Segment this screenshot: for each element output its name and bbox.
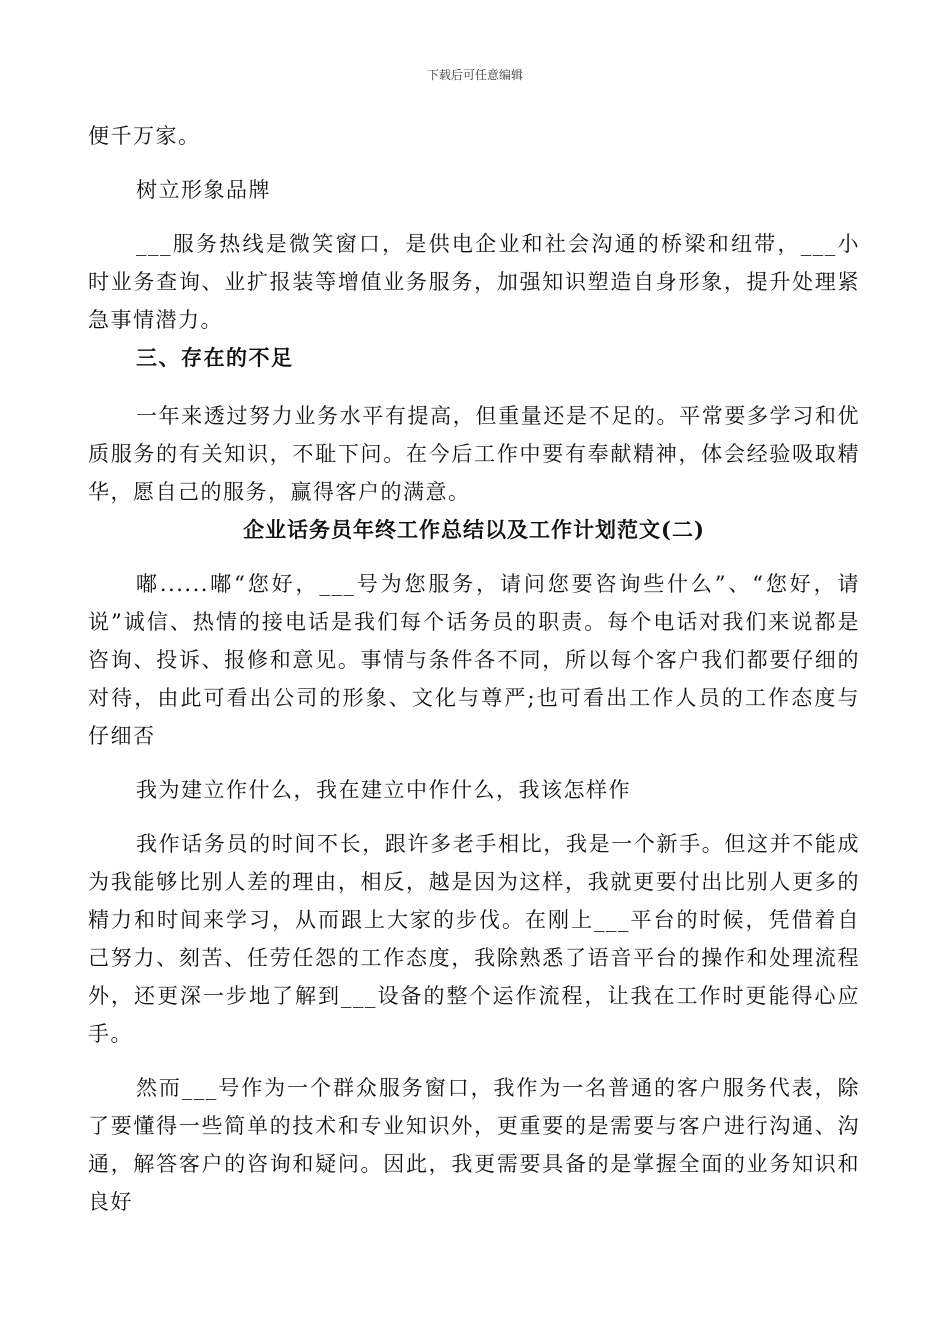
section-heading-shortcomings: 三、存在的不足 xyxy=(136,345,294,370)
page-header-note: 下载后可任意编辑 xyxy=(426,68,523,82)
paragraph-continuation: 便千万家。 xyxy=(88,124,201,148)
paragraph-newcomer: 我作话务员的时间不长，跟许多老手相比，我是一个新手。但这并不能成为我能够比别人差的理由，相反，越是因为这样，我就更要付出比别人更多的精力和时间来学习，从而跟上大家的步伐。在刚上___平台的时候，凭借着自己努力、刻苦、任劳任怨的工作态度，我除熟悉了语音平台的操作和处理流程外，还更深一步地了解到___设备的整个运作流程，让我在工作时更能得心应手。 xyxy=(88,832,860,1046)
paragraph-greeting: 嘟......嘟“您好，___号为您服务，请问您要咨询些什么”、“您好，请说”诚信、热情的接电话是我们每个话务员的职责。每个电话对我们来说都是咨询、投诉、报修和意见。事情与条件各不同，所以每个客户我们都要仔细的对待，由此可看出公司的形象、文化与尊严;也可看出工作人员的工作态度与仔细否 xyxy=(88,572,860,748)
document-title: 企业话务员年终工作总结以及工作计划范文(二) xyxy=(243,517,705,542)
paragraph-subheading: 树立形象品牌 xyxy=(136,178,271,202)
paragraph-shortcomings: 一年来透过努力业务水平有提高，但重量还是不足的。平常要多学习和优质服务的有关知识，不耻下问。在今后工作中要有奉献精神，体会经验吸取精华，愿自己的服务，赢得客户的满意。 xyxy=(88,404,860,504)
paragraph-questions: 我为建立作什么，我在建立中作什么，我该怎样作 xyxy=(136,778,631,802)
paragraph-hotline: ___服务热线是微笑窗口，是供电企业和社会沟通的桥梁和纽带，___小时业务查询、业扩报装等增值业务服务，加强知识塑造自身形象，提升处理紧急事情潜力。 xyxy=(88,232,860,332)
document-body xyxy=(88,117,860,1221)
paragraph-service-window: 然而___号作为一个群众服务窗口，我作为一名普通的客户服务代表，除了要懂得一些简单的技术和专业知识外，更重要的是需要与客户进行沟通、沟通，解答客户的咨询和疑问。因此，我更需要具备的是掌握全面的业务知识和良好 xyxy=(88,1076,860,1214)
